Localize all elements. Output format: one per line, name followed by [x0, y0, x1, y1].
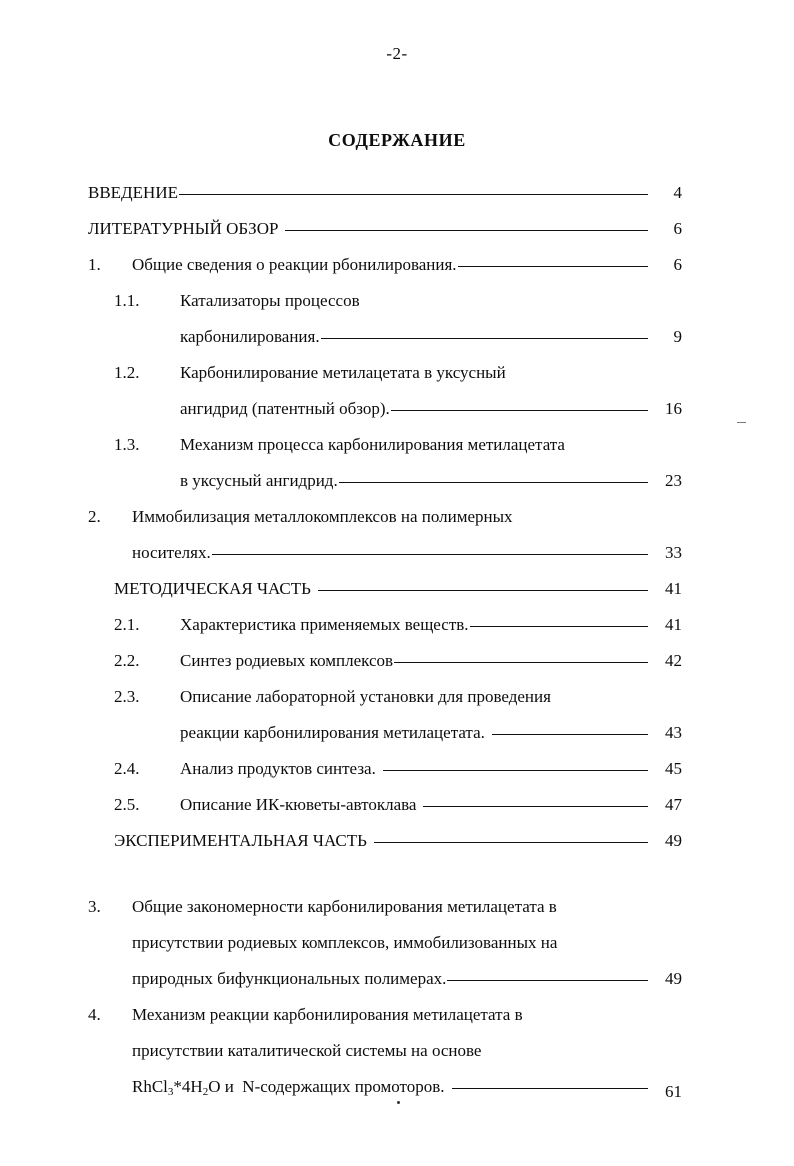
- toc-page-number: 42: [665, 651, 682, 670]
- toc-entry[interactable]: [88, 355, 682, 427]
- toc-entry-body: [132, 247, 648, 283]
- toc-page-number: 16: [665, 399, 682, 418]
- toc-entry-text: Карбонилирование метилацетата в уксусный: [180, 363, 506, 382]
- toc-entry-body: [114, 571, 648, 607]
- toc-entry-body: [180, 355, 648, 427]
- toc-entry[interactable]: [88, 247, 682, 283]
- toc-entry-text: присутствии родиевых комплексов, иммобилизованных на: [132, 933, 558, 952]
- toc-page-number: 47: [665, 795, 682, 814]
- toc-leader: [447, 980, 648, 981]
- toc-entry-body: [180, 427, 648, 499]
- toc-entry-text: присутствии каталитической системы на основе: [132, 1041, 482, 1060]
- toc-entry-body: [88, 211, 648, 247]
- toc-entry-number: 4.: [88, 1005, 101, 1024]
- toc-entry-body: [180, 787, 648, 823]
- toc-page-number: 4: [673, 183, 682, 202]
- toc-entry[interactable]: [88, 607, 682, 643]
- toc-entry[interactable]: [88, 787, 682, 823]
- toc-entry-text: Общие закономерности карбонилирования метилацетата в: [132, 897, 557, 916]
- toc-leader: [212, 554, 648, 555]
- toc-entry-number: 2.3.: [114, 687, 140, 706]
- toc-entry-body: [180, 643, 648, 679]
- toc-entry-text-formula: $RhCl_3*4H_2O$ и N-содержащих промоторов.: [132, 1077, 445, 1098]
- toc-entry-body: [132, 997, 648, 1110]
- document-page: [0, 44, 794, 1166]
- toc-entry-number: 2.: [88, 507, 101, 526]
- toc-entry[interactable]: [88, 571, 682, 607]
- toc-page-number: 6: [673, 255, 682, 274]
- toc-entry-number: 2.1.: [114, 615, 140, 634]
- table-of-contents: [0, 175, 794, 1110]
- toc-entry-text: Характеристика применяемых веществ.: [180, 615, 469, 634]
- page-number: -2-: [386, 44, 408, 63]
- toc-leader: [321, 338, 648, 339]
- toc-entry-text: Механизм реакции карбонилирования метилацетата в: [132, 1005, 523, 1024]
- margin-mark: [737, 422, 746, 423]
- toc-entry-text: ангидрид (патентный обзор).: [180, 399, 390, 418]
- toc-leader: [339, 482, 648, 483]
- toc-entry-text: Иммобилизация металлокомплексов на полимерных: [132, 507, 513, 526]
- toc-entry[interactable]: [88, 211, 682, 247]
- toc-entry-text: ЛИТЕРАТУРНЫЙ ОБЗОР: [88, 219, 279, 238]
- toc-entry-number: 1.3.: [114, 435, 140, 454]
- toc-page-number: 49: [665, 831, 682, 850]
- toc-page-number: 33: [665, 543, 682, 562]
- toc-entry-body: [180, 283, 648, 355]
- toc-entry-body: [132, 499, 648, 571]
- toc-leader: [423, 806, 648, 807]
- toc-page-number: 49: [665, 969, 682, 988]
- toc-entry[interactable]: [88, 427, 682, 499]
- toc-leader: [391, 410, 648, 411]
- toc-entry[interactable]: [88, 679, 682, 751]
- toc-entry-body: [132, 889, 648, 997]
- toc-entry[interactable]: [88, 175, 682, 211]
- footer-mark: [397, 1101, 400, 1104]
- toc-entry-text: МЕТОДИЧЕСКАЯ ЧАСТЬ: [114, 579, 311, 598]
- toc-leader: [285, 230, 648, 231]
- toc-entry-number: 2.2.: [114, 651, 140, 670]
- toc-entry-text: Общие сведения о реакции рбонилирования.: [132, 255, 457, 274]
- toc-page-number: 6: [673, 219, 682, 238]
- toc-leader: [470, 626, 648, 627]
- toc-entry[interactable]: [88, 889, 682, 997]
- toc-entry-body: [88, 175, 648, 211]
- toc-entry-text: карбонилирования.: [180, 327, 320, 346]
- toc-entry[interactable]: [88, 751, 682, 787]
- toc-entry-body: [180, 679, 648, 751]
- toc-entry-text: Описание лабораторной установки для проведения: [180, 687, 551, 706]
- toc-entry-text: природных бифункциональных полимерах.: [132, 969, 447, 988]
- toc-entry[interactable]: [88, 283, 682, 355]
- toc-entry-text: ВВЕДЕНИЕ: [88, 183, 178, 202]
- toc-page-number: 9: [673, 327, 682, 346]
- toc-leader: [179, 194, 648, 195]
- toc-leader: [394, 662, 648, 663]
- toc-entry-text: ЭКСПЕРИМЕНТАЛЬНАЯ ЧАСТЬ: [114, 831, 367, 850]
- toc-leader: [374, 842, 648, 843]
- toc-entry-text: Синтез родиевых комплексов: [180, 651, 394, 670]
- toc-page-number: 41: [665, 579, 682, 598]
- toc-entry-text: реакции карбонилирования метилацетата.: [180, 723, 485, 742]
- toc-entry[interactable]: [88, 643, 682, 679]
- toc-entry-text: Описание ИК-кюветы-автоклава: [180, 795, 417, 814]
- toc-leader: [318, 590, 648, 591]
- toc-page-number: 45: [665, 759, 682, 778]
- toc-entry-text: в уксусный ангидрид.: [180, 471, 338, 490]
- toc-leader: [383, 770, 648, 771]
- toc-page-number: 43: [665, 723, 682, 742]
- toc-entry-text: Анализ продуктов синтеза.: [180, 759, 376, 778]
- toc-entry-body: [180, 751, 648, 787]
- toc-entry-text: Катализаторы процессов: [180, 291, 360, 310]
- toc-leader: [452, 1088, 648, 1089]
- toc-leader: [458, 266, 648, 267]
- toc-entry-number: 1.1.: [114, 291, 140, 310]
- toc-entry[interactable]: [88, 997, 682, 1110]
- toc-entry-number: 1.: [88, 255, 101, 274]
- toc-entry-body: [114, 823, 648, 859]
- toc-page-number: 61: [665, 1081, 682, 1101]
- toc-entry-number: 3.: [88, 897, 101, 916]
- toc-entry-number: 2.5.: [114, 795, 140, 814]
- toc-entry[interactable]: [88, 823, 682, 859]
- toc-page-number: 41: [665, 615, 682, 634]
- toc-entry-body: [180, 607, 648, 643]
- toc-page-number: 23: [665, 471, 682, 490]
- page-title: СОДЕРЖАНИЕ: [328, 130, 466, 150]
- toc-entry-text: Механизм процесса карбонилирования метилацетата: [180, 435, 565, 454]
- toc-entry-number: 2.4.: [114, 759, 140, 778]
- toc-entry-text: носителях.: [132, 543, 211, 562]
- section-spacer: [88, 859, 682, 889]
- toc-entry[interactable]: [88, 499, 682, 571]
- toc-entry-number: 1.2.: [114, 363, 140, 382]
- toc-leader: [492, 734, 648, 735]
